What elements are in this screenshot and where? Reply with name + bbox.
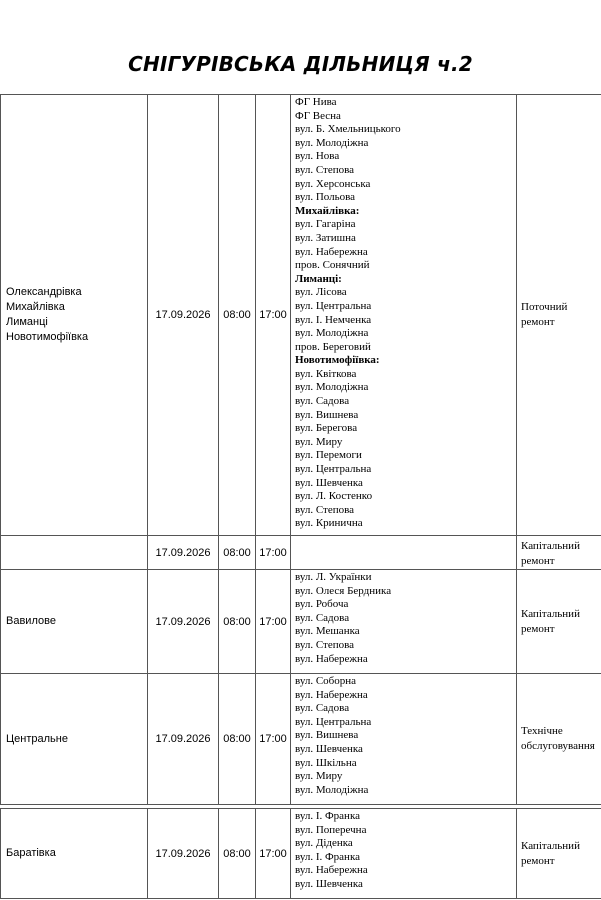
street-name: вул. Робоча — [295, 598, 349, 611]
streets-cell — [291, 809, 517, 899]
outage-schedule-table — [0, 94, 601, 899]
work-type-text: ремонт — [521, 854, 555, 867]
street-name: вул. Вишнева — [295, 729, 359, 742]
streets-cell — [291, 95, 517, 536]
street-name: ФГ Весна — [295, 109, 341, 122]
street-name: вул. Молодіжна — [295, 381, 369, 394]
street-name: вул. Соборна — [295, 675, 357, 687]
work-type-text: Капітальний — [521, 839, 580, 852]
street-name: вул. Мешанка — [295, 625, 360, 638]
start-time-cell: 08:00 — [219, 536, 256, 570]
table-body — [1, 95, 601, 899]
street-name: вул. Л. Українки — [295, 571, 372, 583]
work-type-cell — [517, 536, 601, 570]
street-name: вул. Центральна — [295, 463, 372, 476]
street-name: вул. Затишна — [295, 231, 356, 244]
street-name: вул. Садова — [295, 702, 350, 715]
work-type-text: ремонт — [521, 316, 555, 328]
locality-heading: Лиманці: — [295, 272, 342, 285]
end-time-cell: 17:00 — [256, 674, 291, 805]
street-name: ФГ Нива — [295, 96, 337, 108]
work-type-text: обслуговування — [521, 740, 595, 752]
work-type-text: Капітальний — [521, 540, 580, 552]
street-name: вул. Набережна — [295, 245, 368, 258]
end-time-cell: 17:00 — [256, 95, 291, 536]
street-name: пров. Сонячний — [295, 259, 370, 272]
work-type-text: Поточний — [521, 301, 568, 313]
street-name: вул. Набережна — [295, 652, 368, 665]
street-name: вул. Молодіжна — [295, 136, 369, 149]
street-name: вул. Херсонська — [295, 177, 371, 190]
street-name: вул. Квіткова — [295, 367, 357, 380]
locality-cell — [1, 536, 148, 570]
locality-cell — [1, 95, 148, 536]
street-name: вул. І. Франка — [295, 810, 361, 822]
work-type-text: ремонт — [521, 555, 555, 567]
locality-cell — [1, 570, 148, 674]
street-name: вул. Лісова — [295, 286, 347, 299]
street-name: вул. Садова — [295, 611, 350, 624]
street-name: вул. Шевченка — [295, 476, 363, 489]
street-name: вул. Набережна — [295, 864, 368, 877]
street-name: вул. І. Немченка — [295, 313, 372, 326]
date-cell: 17.09.2026 — [148, 674, 219, 805]
locality-cell — [1, 809, 148, 899]
street-name: вул. Л. Костенко — [295, 490, 373, 503]
work-type-cell — [517, 95, 601, 536]
locality-cell — [1, 674, 148, 805]
table-row — [1, 570, 601, 674]
end-time-cell: 17:00 — [256, 570, 291, 674]
locality-heading: Михайлівка: — [295, 204, 360, 217]
street-name: вул. Степова — [295, 163, 355, 176]
street-name: вул. Олеся Бердника — [295, 584, 392, 597]
street-name: вул. Молодіжна — [295, 783, 369, 796]
locality-name: Новотимофіївка — [6, 331, 89, 343]
street-name: пров. Береговий — [295, 340, 371, 353]
table-row — [1, 809, 601, 899]
street-name: вул. Степова — [295, 503, 355, 516]
street-name: вул. Б. Хмельницького — [295, 123, 401, 136]
work-type-cell — [517, 809, 601, 899]
street-name: вул. Миру — [295, 435, 343, 448]
street-name: вул. Набережна — [295, 688, 368, 701]
start-time-cell: 08:00 — [219, 809, 256, 899]
end-time-cell: 17:00 — [256, 536, 291, 570]
street-name: вул. Берегова — [295, 422, 358, 435]
outage-schedule-sheet — [0, 94, 601, 899]
work-type-cell — [517, 674, 601, 805]
street-name: вул. Молодіжна — [295, 327, 369, 340]
work-type-text: Технічне — [521, 725, 563, 737]
locality-name: Центральне — [6, 732, 68, 745]
street-name: вул. Степова — [295, 638, 355, 651]
locality-name: Баратівка — [6, 847, 56, 859]
date-cell: 17.09.2026 — [148, 536, 219, 570]
table-row — [1, 674, 601, 805]
locality-heading: Новотимофіївка: — [295, 354, 380, 367]
start-time-cell: 08:00 — [219, 674, 256, 805]
street-name: вул. І. Франка — [295, 850, 361, 863]
end-time-cell: 17:00 — [256, 809, 291, 899]
street-name: вул. Шевченка — [295, 877, 363, 890]
street-name: вул. Шевченка — [295, 742, 363, 755]
streets-cell — [291, 570, 517, 674]
street-name: вул. Польова — [295, 191, 356, 204]
street-name: вул. Гагаріна — [295, 218, 356, 231]
date-cell: 17.09.2026 — [148, 809, 219, 899]
street-name: вул. Вишнева — [295, 408, 359, 421]
streets-cell — [291, 536, 517, 570]
street-name: вул. Центральна — [295, 715, 372, 728]
street-name: вул. Нова — [295, 150, 340, 163]
page-title: СНІГУРІВСЬКА ДІЛЬНИЦЯ ч.2 — [128, 52, 473, 76]
street-name: вул. Шкільна — [295, 756, 357, 769]
street-name: вул. Центральна — [295, 299, 372, 312]
locality-name: Михайлівка — [6, 301, 65, 313]
work-type-cell — [517, 570, 601, 674]
locality-name: Олександрівка — [6, 286, 82, 298]
street-name: вул. Діденка — [295, 837, 353, 850]
street-name: вул. Кринична — [295, 517, 363, 530]
work-type-text: ремонт — [521, 622, 555, 635]
date-cell: 17.09.2026 — [148, 570, 219, 674]
date-cell: 17.09.2026 — [148, 95, 219, 536]
locality-name: Лиманці — [6, 316, 48, 328]
locality-name: Вавилове — [6, 615, 56, 627]
streets-cell — [291, 674, 517, 805]
start-time-cell: 08:00 — [219, 570, 256, 674]
work-type-text: Капітальний — [521, 607, 580, 620]
start-time-cell: 08:00 — [219, 95, 256, 536]
street-name: вул. Миру — [295, 770, 343, 783]
table-row — [1, 95, 601, 536]
street-name: вул. Перемоги — [295, 449, 362, 462]
table-row — [1, 536, 601, 570]
street-name: вул. Поперечна — [295, 823, 367, 836]
street-name: вул. Садова — [295, 395, 350, 408]
